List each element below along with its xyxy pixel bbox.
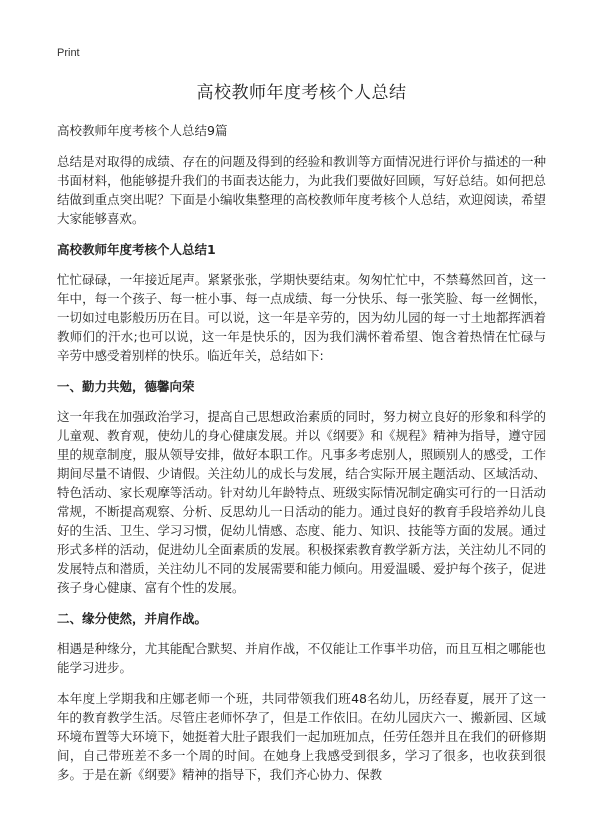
paragraph-2: 这一年我在加强政治学习，提高自己思想政治素质的同时，努力树立良好的形象和科学的儿童观、教育观，使幼儿的身心健康发展。并以《纲要》和《规程》精神为指导，遵守园里的规章制度，服从领导安排，做好本职工作。凡事多考虑别人，照顾别人的感受，工作期间尽量不请假、少请假。关注幼儿的成长与发展，结合实际开展主题活动、区域活动、特色活动、家长观摩等活动。针对幼儿年龄特点、班级实际情况制定确实可行的一日活动常规，不断提高观察、分析、反思幼儿一日活动的能力。通过良好的教育手段培养幼儿良好的生活、卫生、学习习惯，促幼儿情感、态度、能力、知识、技能等方面的发展。通过形式多样的活动，促进幼儿全面素质的发展。积极探索教育教学新方法，关注幼儿不同的发展特点和潜质，关注幼儿不同的发展需要和能力倾向。用爱温暖、爱护每个孩子，促进孩子身心健康、富有个性的发展。	[57, 409, 546, 595]
heading-1: 一、勤力共勉，德馨向荣	[57, 379, 195, 394]
page-title: 高校教师年度考核个人总结	[196, 83, 407, 103]
heading-2: 二、缘分使然，并肩作战。	[57, 611, 208, 626]
article-subtitle: 高校教师年度考核个人总结9篇	[57, 123, 228, 138]
intro-paragraph: 总结是对取得的成绩、存在的问题及得到的经验和教训等方面情况进行评价与描述的一种书面材料，他能够提升我们的书面表达能力，为此我们要做好回顾，写好总结。如何把总结做到重点突出呢？下面是小编收集整理的高校教师年度考核个人总结，欢迎阅读，希望大家能够喜欢。	[57, 154, 546, 226]
print-link[interactable]: Print	[57, 47, 80, 59]
section-title: 高校教师年度考核个人总结1	[57, 242, 216, 257]
article	[57, 78, 546, 796]
paragraph-3: 相遇是种缘分，尤其能配合默契、并肩作战，不仅能让工作事半功倍，而且互相之哪能也能学习进步。	[57, 641, 546, 675]
paragraph-1: 忙忙碌碌，一年接近尾声。紧紧张张，学期快要结束。匆匆忙忙中，不禁蓦然回首，这一年中，每一个孩子、每一桩小事、每一点成绩、每一分快乐、每一张笑脸、每一丝惆怅，一切如过电影般历历在目。可以说，这一年是辛劳的，因为幼儿园的每一寸土地都挥洒着教师们的汗水;也可以说，这一年是快乐的，因为我们满怀着希望、饱含着热情在忙碌与辛劳中感受着别样的快乐。临近年关，总结如下:	[57, 272, 546, 363]
paragraph-4: 本年度上学期我和庄娜老师一个班，共同带领我们班48名幼儿，历经春夏，展开了这一年的教育教学生活。尽管庄老师怀孕了，但是工作依旧。在幼儿园庆六一、搬新园、区域环境布置等大环境下，她挺着大肚子跟我们一起加班加点，任劳任怨并且在我们的研修期间，自己带班差不多一个周的时间。在她身上我感受到很多，学习了很多，也收获到很多。于是在新《纲要》精神的指导下，我们齐心协力、保教	[57, 691, 546, 782]
